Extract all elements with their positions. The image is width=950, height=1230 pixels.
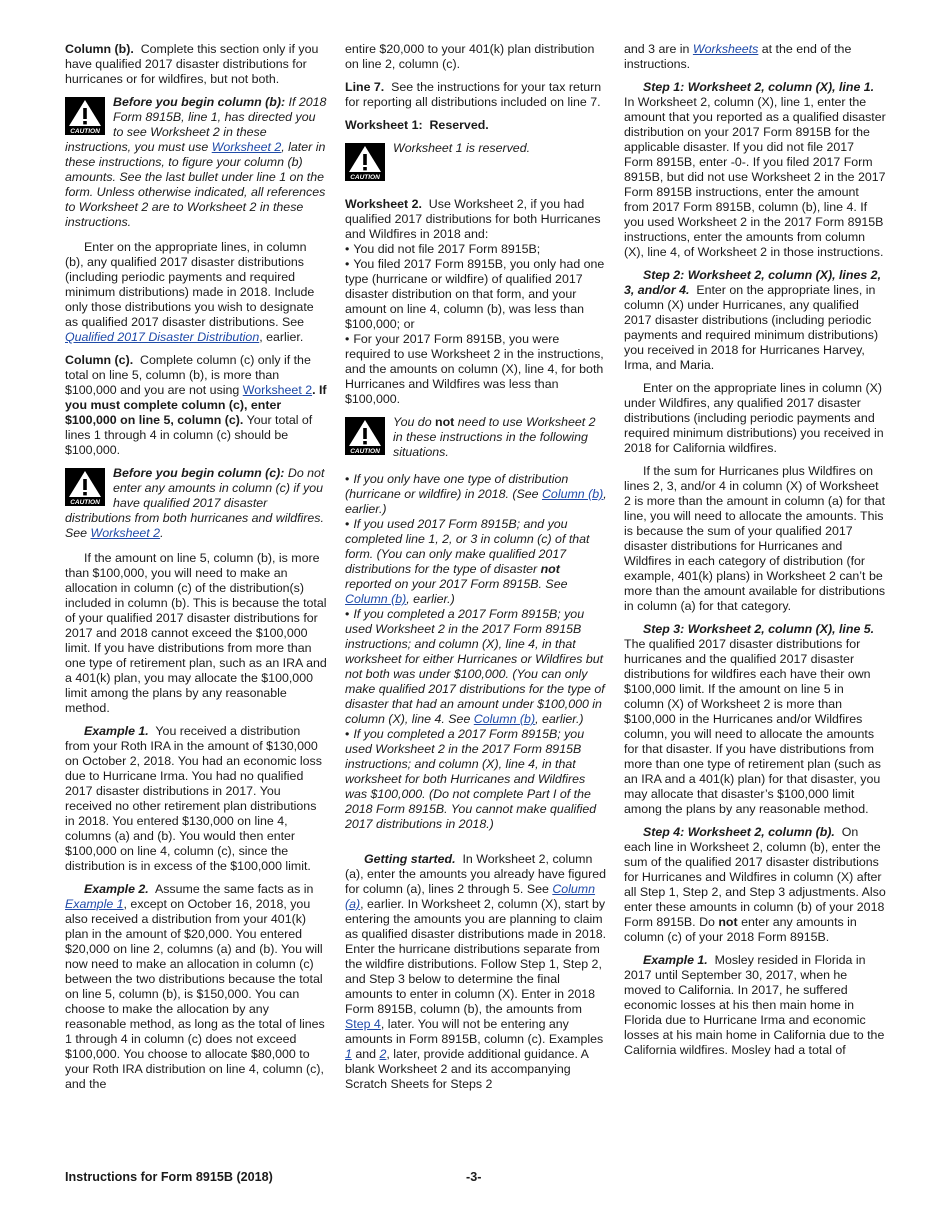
getting-started-paragraph xyxy=(345,852,607,1092)
column-b-link[interactable]: Column (b) xyxy=(473,712,536,726)
column-b-link[interactable]: Column (b) xyxy=(541,487,604,501)
worksheets-link[interactable]: Worksheets xyxy=(692,42,759,56)
worksheet-2-heading: Worksheet 2. xyxy=(345,197,422,211)
paragraph-text: Use Worksheet 2, if you had qualified 2017 distributions for both Hurricanes and Wildfires in 2018 and: xyxy=(345,197,601,241)
example-heading: Example 2. xyxy=(84,882,149,896)
caution-heading: Before you begin column (c): xyxy=(113,466,285,480)
paragraph-text: Complete column (c) only if the total on line 5, column (b), is more than $100,000 and you are not using xyxy=(65,353,311,397)
paragraph-text: enter any amounts in column (c) of your 2018 Form 8915B. xyxy=(624,915,857,944)
worksheet-2-bullets xyxy=(345,242,607,407)
svg-text:CAUTION: CAUTION xyxy=(70,128,100,135)
bold-text: not xyxy=(435,415,455,429)
step-3-heading: Step 3: Worksheet 2, column (X), line 5. xyxy=(643,622,875,636)
continued-paragraph xyxy=(624,42,886,72)
list-item: • If you completed a 2017 Form 8915B; you used Worksheet 2 in the 2017 Form 8915B instructions; and column (X), line 4, in that worksheet for either Hurricanes or Wildfires but not both was under $100,000. (You can only make qualified 2017 distributions for the type of disaster that had an amount under $100,000 in column (X), line 4. See Column (b), earlier.) xyxy=(345,607,605,726)
caution-icon xyxy=(345,417,389,457)
paragraph-text: , later, provide additional guidance. A blank Worksheet 2 and its accompanying Scratch Sheets for Steps 2 xyxy=(345,1047,589,1091)
getting-started-heading: Getting started. xyxy=(364,852,456,866)
caution-block-column-c xyxy=(65,466,327,541)
caution-heading: Before you begin column (b): xyxy=(113,95,286,109)
paragraph-text: , later. You will not be entering any amounts in Form 8915B, column (c). Examples xyxy=(345,1017,604,1046)
svg-text:CAUTION: CAUTION xyxy=(350,448,380,455)
bold-text: . If you must complete column (c), enter $100,000 on line 5, column (c). xyxy=(65,383,327,427)
bold-text: Reserved. xyxy=(429,118,489,132)
paragraph-text: See the instructions for your tax return for reporting all distributions included on line 7. xyxy=(345,80,602,109)
caution-text: You do xyxy=(393,415,432,429)
paragraph-text: In Worksheet 2, column (a), enter the amounts you already have figured for column (a), lines 2 through 5. See xyxy=(345,852,607,896)
paragraph-text: Enter on the appropriate lines, in column (b), any qualified 2017 disaster distributions (including periodic payments and required minimum distributions) made in 2018. Include only those distributions you wish to designate as qualified 2017 disaster distributions. See xyxy=(65,240,315,329)
column-b-paragraph xyxy=(65,42,327,87)
allocation-paragraph: If the amount on line 5, column (b), is more than $100,000, you will need to make an allocation in column (c) of the distribution(s) included in column (b). This is because the total of your qualified 2017 disaster distributions for 2017 and 2018 cannot exceed the $100,000 limit. If you have distributions from more than one type of retirement plan, such as an IRA and a 401(k) plan, you may allocate the $100,000 limit among the plans by any reasonable method. xyxy=(65,551,327,715)
paragraph-text: The qualified 2017 disaster distributions for hurricanes and the qualified 2017 disaster distributions for wildfires each have their own $100,000 limit. If the amount on line 5 in column (X) of Worksheet 2 is more than $100,000 in the Hurricanes and/or Wildfires column, you will need to allocate the amounts for that disaster. If you have distributions from more than one type of retirement plan (such as an IRA and a 401(k) plan) for that disaster, you may allocate that disaster’s $100,000 limit among the plans by any reasonable method. xyxy=(624,637,881,816)
column-middle xyxy=(345,42,607,1100)
wildfires-paragraph: Enter on the appropriate lines in column (X) under Wildfires, any qualified 2017 disaster distributions (including periodic payments and required minimum distributions) you received in 2018 for California wildfires. xyxy=(624,381,884,455)
line-7-heading: Line 7. xyxy=(345,80,385,94)
svg-text:CAUTION: CAUTION xyxy=(70,499,100,506)
column-b-link[interactable]: Column (b) xyxy=(345,592,407,606)
paragraph-text: at the end of the instructions. xyxy=(624,42,852,71)
list-item: • If you completed a 2017 Form 8915B; you used Worksheet 2 in the 2017 Form 8915B instructions; and column (X), line 4, in that worksheet for both Hurricanes and Wildfires was $100,000. (Do not complete Part I of the 2018 Form 8915B. You cannot make qualified 2017 distributions in 2018.) xyxy=(345,727,597,831)
column-right xyxy=(624,42,886,1066)
step-4-heading: Step 4: Worksheet 2, column (b). xyxy=(643,825,835,839)
worksheet-2-link[interactable]: Worksheet 2 xyxy=(211,140,282,154)
list-item: • You did not file 2017 Form 8915B; xyxy=(345,242,541,256)
paragraph-text: Assume the same facts as in xyxy=(154,882,314,896)
paragraph-text: On each line in Worksheet 2, column (b), enter the sum of the qualified 2017 disaster distributions for Hurricanes and Wildfires in column (X) after all Step 1, Step 2, and Step 3 adjustments. Also enter these amounts in column (b) of your 2018 Form 8915B. Do xyxy=(624,825,886,929)
example-1-link[interactable]: Example 1 xyxy=(65,897,124,911)
example-1-paragraph xyxy=(624,953,886,1058)
situation-bullets xyxy=(345,472,607,832)
caution-block-column-b xyxy=(65,95,327,230)
sum-paragraph: If the sum for Hurricanes plus Wildfires on lines 2, 3, and/or 4 in column (X) of Worksheet 2 is more than the amount in column (a) for that line, you will need to allocate the amounts. This is because the sum of your qualified 2017 disaster distributions for Hurricanes and Wildfires in each category of distribution (for example, 401(k) plans) in Worksheet 2 can’t be more than the amount available for distributions in column (a) for that category. xyxy=(624,464,886,613)
footer-title: Instructions for Form 8915B (2018) xyxy=(65,1170,273,1184)
example-1-paragraph xyxy=(65,724,327,874)
column-c-heading: Column (c). xyxy=(65,353,134,367)
enter-paragraph xyxy=(65,240,327,345)
step-4-paragraph xyxy=(624,825,886,945)
caution-block-worksheet-2 xyxy=(345,415,607,460)
paragraph-text: Mosley resided in Florida in 2017 until September 30, 2017, when he moved to California. In 2017, he suffered economic losses at his then main home in Florida due to Hurricane Irma and economic losses at his main home in California due to the California wildfires. Mosley had a total of xyxy=(624,953,885,1057)
column-b-heading: Column (b). xyxy=(65,42,134,56)
caution-icon xyxy=(65,468,109,508)
paragraph-text: and xyxy=(355,1047,377,1061)
column-left xyxy=(65,42,327,1100)
bold-text: Worksheet 1: xyxy=(345,118,423,132)
step-2-paragraph xyxy=(624,268,886,373)
caution-icon xyxy=(345,143,389,183)
bold-text: not xyxy=(718,915,738,929)
example-2-paragraph xyxy=(65,882,327,1092)
bold-text: not xyxy=(540,562,560,576)
caution-text: need to use Worksheet 2 in these instructions in the following situations. xyxy=(393,415,596,459)
paragraph-text: , earlier. In Worksheet 2, column (X), start by entering the amounts you are planning to claim as qualified disaster distributions made in 2018. Enter the hurricane distributions separate from the wildfire distributions. Follow Step 1, Step 2, and Step 3 below to determine the final amounts to enter in column (X). Enter in 2018 Form 8915B, column (b), the amounts from xyxy=(345,897,607,1016)
paragraph-text: and 3 are in xyxy=(624,42,690,56)
qualified-disaster-distribution-link[interactable]: Qualified 2017 Disaster Distribution xyxy=(65,330,260,344)
caution-text: Do not enter any amounts in column (c) if you have qualified 2017 disaster distributions from both hurricanes and wildfires. See xyxy=(65,466,325,540)
continued-paragraph: entire $20,000 to your 401(k) plan distribution on line 2, column (c). xyxy=(345,42,595,71)
list-item: • If you only have one type of distribution (hurricane or wildfire) in 2018. (See Column (b), earlier.) xyxy=(345,472,607,516)
column-b-text: Complete this section only if you have qualified 2017 disaster distributions for hurricanes or for wildfires, but not both. xyxy=(65,42,319,86)
caution-text: If 2018 Form 8915B, line 1, has directed you to see Worksheet 2 in these instructions, you must use xyxy=(65,95,327,154)
paragraph-text: In Worksheet 2, column (X), line 1, enter the amount that you reported as a qualified disaster distribution on your 2017 Form 8915B for the applicable disaster. If you did not file 2017 Form 8915B, enter -0-. If you filed 2017 Form 8915B, but did not use Worksheet 2 in the 2017 Form 8915B instructions, enter the amount from 2017 Form 8915B, column (b), line 4. If you used Worksheet 2 in the 2017 Form 8915B instructions, enter the amounts from column (X), line 4, of Worksheet 2 in those instructions. xyxy=(624,95,886,259)
step-1-paragraph xyxy=(624,80,886,260)
paragraph-text: , except on October 16, 2018, you also received a distribution from your 401(k) plan in the amount of $20,000. You entered $20,000 on line 2, columns (a) and (b). You will now need to make an allocation in column (c) between the two distributions because the total on line 5, column (b), is $150,000. You can choose to make the allocation by any reasonable method, as long as the total of lines 1 through 4 in column (c) does not exceed $100,000. You choose to allocate $80,000 to your Roth IRA distribution on line 4, column (c), and the xyxy=(65,897,325,1091)
worksheet-2-paragraph xyxy=(345,197,607,242)
page-number: -3- xyxy=(466,1170,482,1184)
example-heading: Example 1. xyxy=(643,953,708,967)
column-c-paragraph xyxy=(65,353,327,458)
worksheet-2-link[interactable]: Worksheet 2 xyxy=(242,383,313,397)
worksheet-1-heading xyxy=(345,118,607,133)
paragraph-text: Your total of lines 1 through 4 in column (c) should be $100,000. xyxy=(65,413,313,457)
worksheet-2-link[interactable]: Worksheet 2 xyxy=(90,526,161,540)
caution-text: , later in these instructions, to figure your column (b) amounts. See the last bullet under line 1 on the form. Unless otherwise indicated, all references to Worksheet 2 are to Worksheet 2 in these instructions. xyxy=(65,140,326,229)
line-7-paragraph xyxy=(345,80,607,110)
paragraph-text: , earlier. xyxy=(259,330,304,344)
paragraph-text: Enter on the appropriate lines, in column (X) under Hurricanes, any qualified 2017 disaster distributions (including periodic payments and required minimum distributions) you received in 2018 for Hurricanes Harvey, Irma, and Maria. xyxy=(624,283,879,372)
example-2-link[interactable]: 2 xyxy=(379,1047,387,1061)
paragraph-text: You received a distribution from your Roth IRA in the amount of $130,000 on October 2, 2018. You had an economic loss due to Hurricane Irma. You had no qualified 2017 disaster distributions in 2017. You received no other retirement plan distributions in 2018. You entered $130,000 on line 4, columns (a) and (b). You would then enter $100,000 on line 4, column (c), since the distribution is in excess of the $100,000 limit. xyxy=(65,724,322,873)
step-1-heading: Step 1: Worksheet 2, column (X), line 1. xyxy=(643,80,875,94)
caution-text: . xyxy=(160,526,164,540)
example-1-link[interactable]: 1 xyxy=(345,1047,352,1061)
step-2-heading: Step 2: Worksheet 2, column (X), lines 2, 3, and/or 4. xyxy=(624,268,882,297)
example-heading: Example 1. xyxy=(84,724,149,738)
list-item: • If you used 2017 Form 8915B; and you completed line 1, 2, or 3 in column (c) of that form. (You can only make qualified 2017 distributions for the type of disaster not reported on your 2017 Form 8915B. See Column (b), earlier.) xyxy=(345,517,590,606)
caution-text: Worksheet 1 is reserved. xyxy=(393,141,531,155)
list-item: • You filed 2017 Form 8915B, you only had one type (hurricane or wildfire) of qualified 2017 disaster distribution on that form, and your amount on line 4, column (b), was less than $100,000; or xyxy=(345,257,605,331)
caution-icon xyxy=(65,97,109,137)
step-3-paragraph xyxy=(624,622,886,817)
list-item: • For your 2017 Form 8915B, you were required to use Worksheet 2 in the instructions, and the amounts on column (X), line 4, for both Hurricanes and Wildfires was less than $100,000. xyxy=(345,332,604,406)
step-4-link[interactable]: Step 4 xyxy=(345,1017,381,1031)
caution-block-worksheet-1 xyxy=(345,141,607,183)
svg-text:CAUTION: CAUTION xyxy=(350,174,380,181)
column-a-link[interactable]: Column (a) xyxy=(345,882,596,911)
